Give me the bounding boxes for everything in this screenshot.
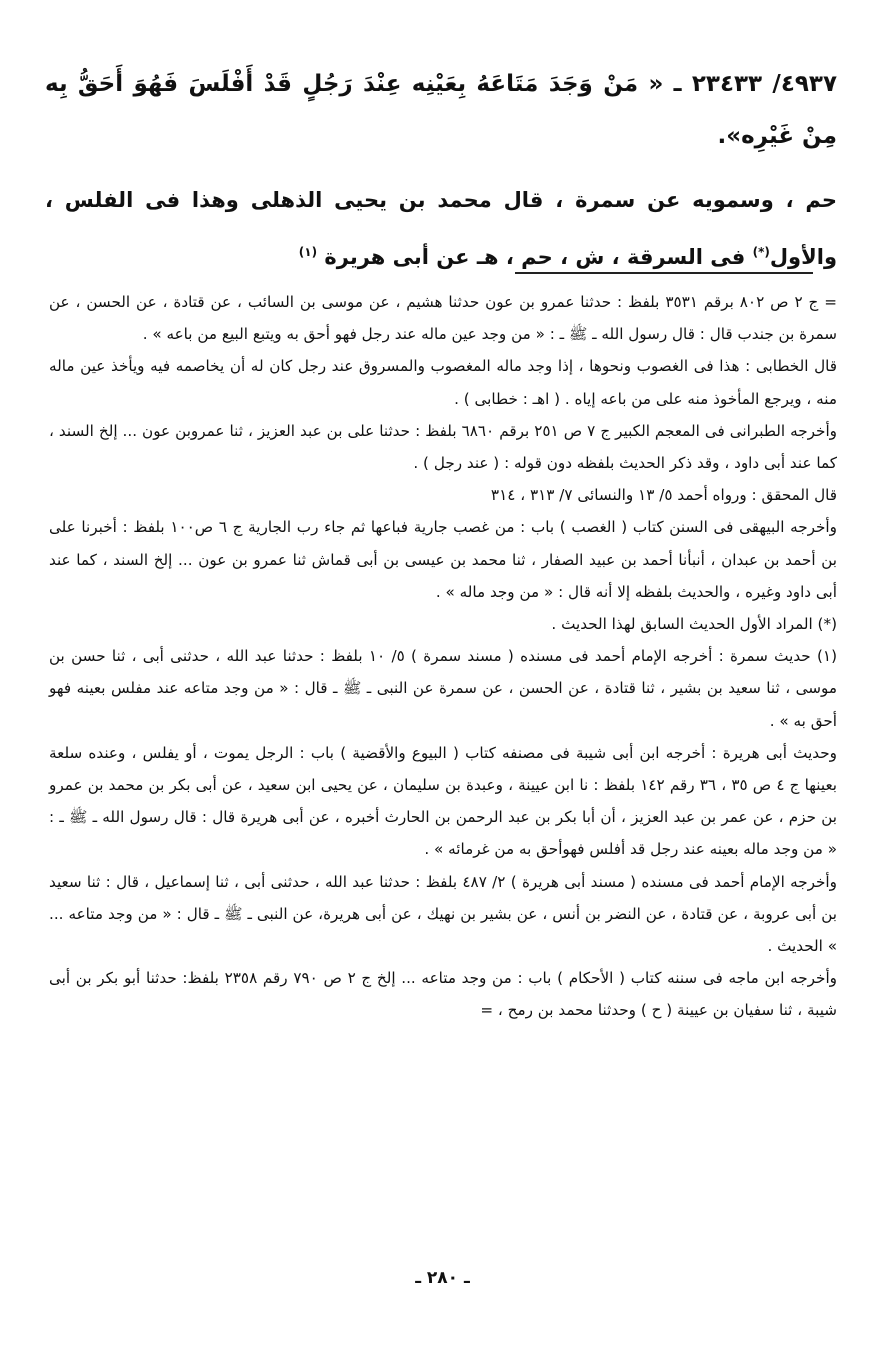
main-text [45, 58, 837, 283]
footnote-paragraph: قال المحقق : ورواه أحمد ٥/ ١٣ والنسائى ٧/ ٣١٣ ، ٣١٤ [490, 486, 837, 505]
source-line-2: فى السرقة ، ش ، حم ، هـ عن أبى هريرة [324, 245, 746, 269]
footnote-paragraph: (*) المراد الأول الحديث السابق لهذا الحديث . [551, 615, 837, 634]
footnote-paragraph: (١) حديث سمرة : أخرجه الإمام أحمد فى مسنده ( مسند سمرة ) ٥/ ١٠ بلفظ : حدثنا عبد الله ، حدثنى أبى ، ثنا حسن بن موسى ، ثنا سعيد بن بشير ، ثنا قتادة ، عن الحسن ، عن سمرة عن النبى ـ ﷺ ـ قال : « من وجد متاعه عند مفلس بعينه فهو أحق به » . [49, 647, 837, 730]
footnote-paragraph: وأخرجه الطبرانى فى المعجم الكبير ج ٧ ص ٢٥١ برقم ٦٨٦٠ بلفظ : حدثنا على بن عبد العزيز ، ثنا عمروبن عون ... إلخ السند ، كما عند أبى داود ، وقد ذكر الحديث بلفظه دون قوله : ( عند رجل ) . [49, 421, 837, 473]
hadith-number: ٤٩٣٧/ ٢٣٤٣٣ ـ [673, 71, 837, 97]
hadith-text: « مَنْ وَجَدَ مَتَاعَهُ بِعَيْنِه عِنْدَ رَجُلٍ قَدْ أَفْلَسَ فَهُوَ أَحَقُّ بِه مِنْ غَيْرِه». [45, 71, 837, 149]
footnote-separator [515, 272, 813, 274]
footnote-paragraph: قال الخطابى : هذا فى الغصوب ونحوها ، إذا وجد ماله المغصوب والمسروق عند رجل كان له أن يخاصمه فيه ويأخذ عين ماله منه ، ويرجع المأخوذ منه على من باعه إياه . ( اهـ : خطابى ) . [49, 357, 837, 408]
footnote-paragraph: وأخرجه الإمام أحمد فى مسنده ( مسند أبى هريرة ) ٢/ ٤٨٧ بلفظ : حدثنا عبد الله ، حدثنى أبى ، ثنا إسماعيل ، قال : ثنا سعيد بن أبى عروبة ، عن قتادة ، عن النضر بن أنس ، عن بشير بن نهيك ، عن أبى هريرة، عن النبى ـ ﷺ ـ قال : « من وجد متاعه ... » الحديث . [49, 872, 837, 956]
footnote-paragraph: وأخرجه البيهقى فى السنن كتاب ( الغصب ) باب : من غصب جارية فباعها ثم جاء رب الجارية ج ٦ ص١٠٠ بلفظ : أخبرنا على بن أحمد بن عبدان ، أنبأنا أحمد بن عبيد الصفار ، ثنا محمد بن عيسى بن أبى قماش ثنا عمرو بن عون ... إلخ السند ، كما عند أبى داود وغيره ، والحديث بلفظه إلا أنه قال : « من وجد ماله » . [49, 518, 837, 601]
note-marker: (*) [752, 245, 770, 259]
footnotes [49, 286, 837, 1027]
page-number: ـ ٢٨٠ ـ [415, 1268, 470, 1288]
footnote-paragraph: = ج ٢ ص ٨٠٢ برقم ٣٥٣١ بلفظ : حدثنا عمرو بن عون حدثنا هشيم ، عن موسى بن السائب ، عن قتادة ، عن الحسن ، عن سمرة بن جندب قال : قال رسول الله ـ ﷺ ـ : « من وجد عين ماله عند رجل فهو أحق به ويتبع البيع من باعه » . [49, 293, 837, 344]
footnote-reference: (١) [298, 245, 318, 259]
source-paragraph [45, 174, 837, 283]
footnote-paragraph: وحديث أبى هريرة : أخرجه ابن أبى شيبة فى مصنفه كتاب ( البيوع والأقضية ) باب : الرجل يموت ، أو يفلس ، وعنده سلعة بعينها ج ٤ ص ٣٥ ، ٣٦ رقم ١٤٢ بلفظ : نا ابن عيينة ، وعبدة بن سليمان ، عن يحيى ابن سعيد ، عن أبى بكر بن محمد بن عمرو بن حزم ، عن عمر بن عبد العزيز ، أن أبا بكر بن عبد الرحمن بن الحارث أخبره ، عن أبى هريرة قال : قال رسول الله ـ ﷺ ـ : « من وجد ماله بعينه عند رجل قد أفلس فهوأحق به من غرمائه » . [49, 743, 837, 859]
source-line: حم ، وسمويه عن سمرة ، قال محمد بن يحيى الذهلى وهذا فى الفلس ، والأول [45, 188, 837, 269]
hadith-paragraph [45, 58, 837, 162]
footnote-paragraph: وأخرجه ابن ماجه فى سننه كتاب ( الأحكام ) باب : من وجد متاعه ... إلخ ج ٢ ص ٧٩٠ رقم ٢٣٥٨ بلفظ: حدثنا أبو بكر بن أبى شيبة ، ثنا سفيان بن عيينة ( ح ) وحدثنا محمد بن رمح ، = [49, 969, 837, 1020]
